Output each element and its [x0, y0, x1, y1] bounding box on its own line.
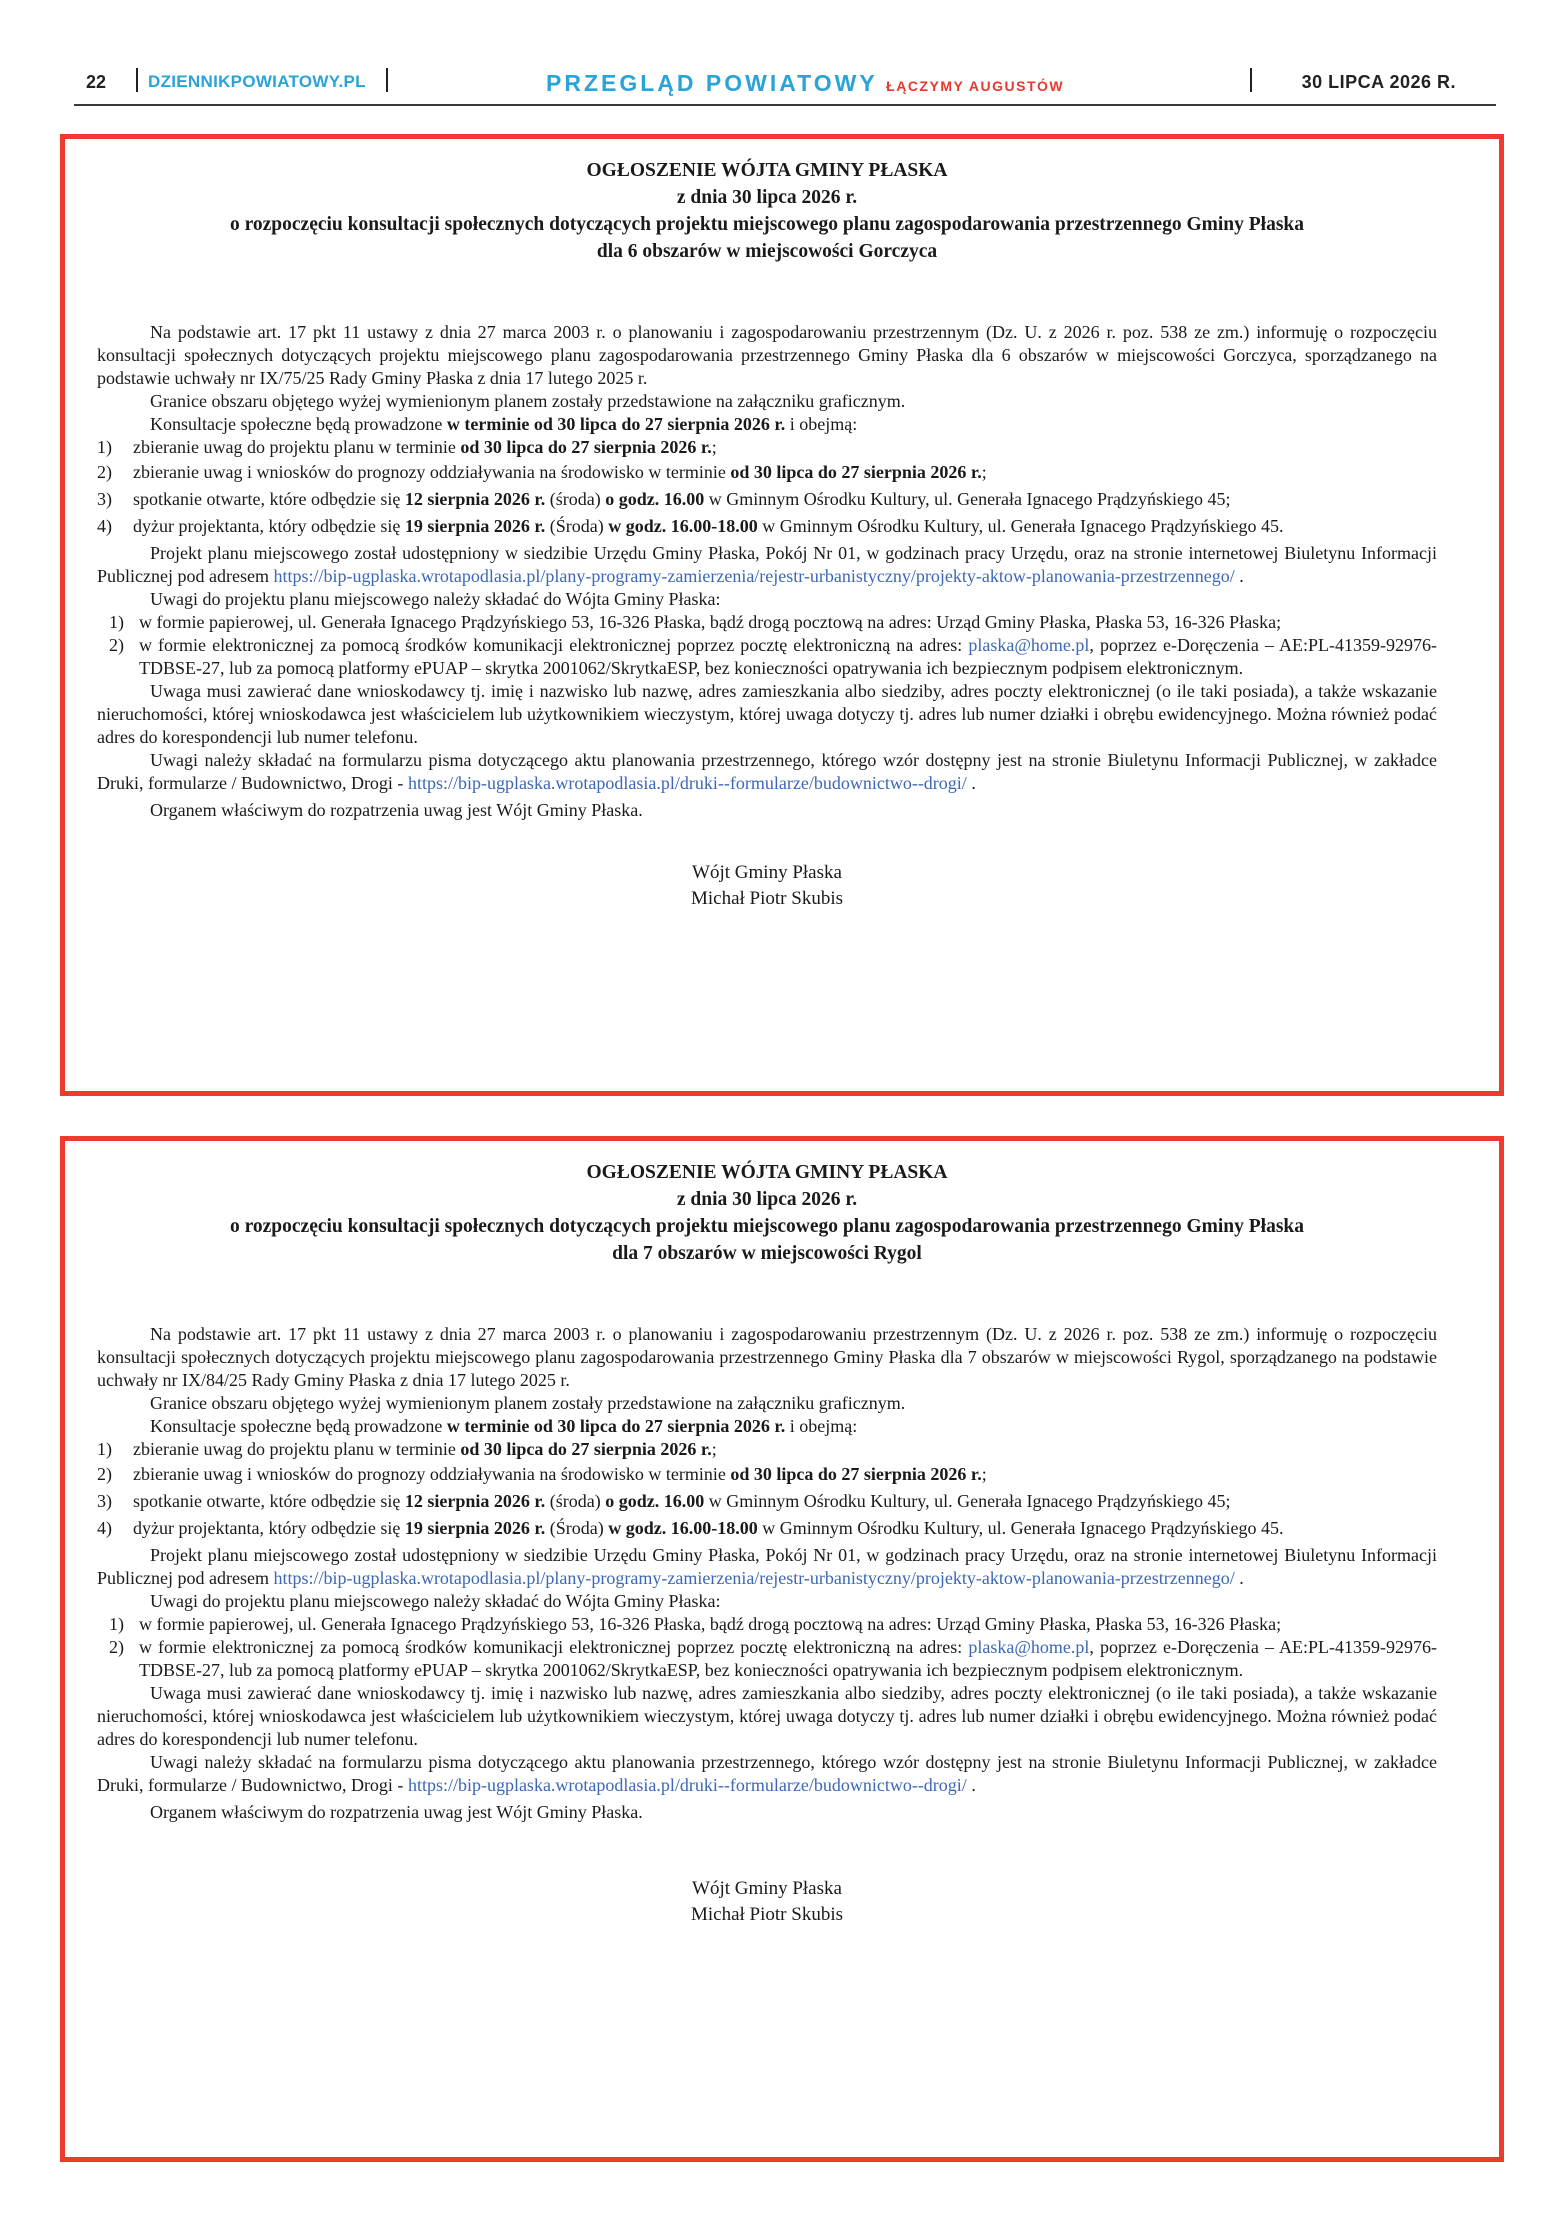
notice-heading — [97, 1159, 1437, 1267]
site-name[interactable]: DZIENNIKPOWIATOWY.PL — [148, 72, 366, 91]
list-item: 1) w formie papierowej, ul. Generała Ignacego Prądzyńskiego 53, 16-326 Płaska, bądź drogą pocztową na adres: Urząd Gminy Płaska, Płaska 53, 16-326 Płaska; — [109, 612, 1282, 632]
list-item: 2) w formie elektronicznej za pomocą środków komunikacji elektronicznej poprzez pocztę elektroniczną na adres: plaska@home.pl, poprzez e-Doręczenia – AE:PL-41359-92976-TDBSE-27, lub za pomocą platformy ePUAP – skrytka 2001062/SkrytkaESP, bez konieczności opatrywania ich bezpiecznym podpisem elektronicznym. — [109, 1637, 1437, 1680]
list-item: 1) w formie papierowej, ul. Generała Ignacego Prądzyńskiego 53, 16-326 Płaska, bądź drogą pocztową na adres: Urząd Gminy Płaska, Płaska 53, 16-326 Płaska; — [109, 1614, 1282, 1634]
email-link[interactable]: plaska@home.pl — [968, 635, 1090, 655]
masthead — [74, 66, 1496, 106]
signature-role: Wójt Gminy Płaska — [692, 862, 842, 883]
list-item: 2) w formie elektronicznej za pomocą środków komunikacji elektronicznej poprzez pocztę elektroniczną na adres: plaska@home.pl, poprzez e-Doręczenia – AE:PL-41359-92976-TDBSE-27, lub za pomocą platformy ePUAP – skrytka 2001062/SkrytkaESP, bez konieczności opatrywania ich bezpiecznym podpisem elektronicznym. — [109, 635, 1437, 678]
list-item: 1) zbieranie uwag do projektu planu w terminie od 30 lipca do 27 sierpnia 2026 r.; — [97, 1439, 717, 1459]
remarks-intro: Uwagi do projektu planu miejscowego należy składać do Wójta Gminy Płaska: — [150, 1591, 721, 1611]
notice-date: z dnia 30 lipca 2026 r. — [676, 187, 858, 208]
notice-body — [97, 1323, 1437, 1824]
boundaries-paragraph: Granice obszaru objętego wyżej wymienionym planem zostały przedstawione na załączniku graficznym. — [150, 391, 906, 411]
signature — [97, 860, 1437, 912]
list-item: 2) zbieranie uwag i wniosków do prognozy oddziaływania na środowisko w terminie od 30 lipca do 27 sierpnia 2026 r.; — [97, 1464, 987, 1484]
notice-gorczyca — [60, 134, 1504, 1096]
project-link[interactable]: https://bip-ugplaska.wrotapodlasia.pl/plany-programy-zamierzenia/rejestr-urbanistyczny/projekty-aktow-planowania-przestrzennego/ — [273, 1568, 1235, 1588]
signature-name: Michał Piotr Skubis — [690, 888, 843, 909]
divider — [386, 68, 388, 92]
signature-name: Michał Piotr Skubis — [690, 1904, 843, 1925]
notice-heading — [97, 157, 1437, 265]
authority-paragraph: Organem właściwym do rozpatrzenia uwag jest Wójt Gminy Płaska. — [150, 1802, 643, 1822]
form-link[interactable]: https://bip-ugplaska.wrotapodlasia.pl/druki--formularze/budownictwo--drogi/ — [407, 1775, 967, 1795]
boundaries-paragraph: Granice obszaru objętego wyżej wymienionym planem zostały przedstawione na załączniku graficznym. — [150, 1393, 906, 1413]
list-item: 1) zbieranie uwag do projektu planu w terminie od 30 lipca do 27 sierpnia 2026 r.; — [97, 437, 717, 457]
notice-subject: o rozpoczęciu konsultacji społecznych dotyczących projektu miejscowego planu zagospodarowania przestrzennego Gminy Płaska — [229, 1216, 1305, 1237]
notice-title: OGŁOSZENIE WÓJTA GMINY PŁASKA — [586, 160, 948, 181]
email-link[interactable]: plaska@home.pl — [968, 1637, 1090, 1657]
notice-scope: dla 7 obszarów w miejscowości Rygol — [612, 1243, 922, 1264]
publication-title: PRZEGLĄD POWIATOWY — [546, 70, 878, 96]
authority-paragraph: Organem właściwym do rozpatrzenia uwag jest Wójt Gminy Płaska. — [150, 800, 643, 820]
content-requirements: Uwaga musi zawierać dane wnioskodawcy tj. imię i nazwisko lub nazwę, adres zamieszkania albo siedziby, adres poczty elektronicznej (o ile taki posiada), a także wskazanie nieruchomości, której wnioskodawca jest właścicielem lub użytkownikiem wieczystym, której uwaga dotyczy tj. adres lub numer działki i obrębu ewidencyjnego. Można również podać adres do korespondencji lub numer telefonu. — [97, 681, 1437, 747]
signature — [97, 1876, 1437, 1928]
form-paragraph: Uwagi należy składać na formularzu pisma dotyczącego aktu planowania przestrzennego, którego wzór dostępny jest na stronie Biuletynu Informacji Publicznej, w zakładce Druki, formularze / Budownictwo, Drogi - https://bip-ugplaska.wrotapodlasia.pl/druki--formularze/budownictwo--drogi/ . — [97, 750, 1437, 793]
list-item: 4) dyżur projektanta, który odbędzie się 19 sierpnia 2026 r. (Środa) w godz. 16.00-18.00 w Gminnym Ośrodku Kultury, ul. Generała Ignacego Prądzyńskiego 45. — [97, 1518, 1284, 1538]
project-link[interactable]: https://bip-ugplaska.wrotapodlasia.pl/plany-programy-zamierzenia/rejestr-urbanistyczny/projekty-aktow-planowania-przestrzennego/ — [273, 566, 1235, 586]
project-paragraph: Projekt planu miejscowego został udostępniony w siedzibie Urzędu Gminy Płaska, Pokój Nr 01, w godzinach pracy Urzędu, oraz na stronie internetowej Biuletynu Informacji Publicznej pod adresem https://bip-ugplaska.wrotapodlasia.pl/plany-programy-zamierzenia/rejestr-urbanistyczny/projekty-aktow-planowania-przestrzennego/ . — [97, 1545, 1437, 1588]
publication-slogan: ŁĄCZYMY AUGUSTÓW — [886, 78, 1065, 94]
page-number: 22 — [86, 72, 107, 92]
intro-paragraph: Na podstawie art. 17 pkt 11 ustawy z dnia 27 marca 2003 r. o planowaniu i zagospodarowaniu przestrzennym (Dz. U. z 2026 r. poz. 538 ze zm.) informuję o rozpoczęciu konsultacji społecznych dotyczących projektu miejscowego planu zagospodarowania przestrzennego Gminy Płaska dla 7 obszarów w miejscowości Rygol, sporządzanego na podstawie uchwały nr IX/84/25 Rady Gminy Płaska z dnia 17 lutego 2025 r. — [97, 1324, 1437, 1390]
form-link[interactable]: https://bip-ugplaska.wrotapodlasia.pl/druki--formularze/budownictwo--drogi/ — [407, 773, 967, 793]
notice-title: OGŁOSZENIE WÓJTA GMINY PŁASKA — [586, 1162, 948, 1183]
list-item: 3) spotkanie otwarte, które odbędzie się 12 sierpnia 2026 r. (środa) o godz. 16.00 w Gminnym Ośrodku Kultury, ul. Generała Ignacego Prądzyńskiego 45; — [97, 1491, 1231, 1511]
consultation-paragraph: Konsultacje społeczne będą prowadzone w terminie od 30 lipca do 27 sierpnia 2026 r. i obejmą: — [150, 414, 858, 434]
project-paragraph: Projekt planu miejscowego został udostępniony w siedzibie Urzędu Gminy Płaska, Pokój Nr 01, w godzinach pracy Urzędu, oraz na stronie internetowej Biuletynu Informacji Publicznej pod adresem https://bip-ugplaska.wrotapodlasia.pl/plany-programy-zamierzenia/rejestr-urbanistyczny/projekty-aktow-planowania-przestrzennego/ . — [97, 543, 1437, 586]
issue-date: 30 LIPCA 2026 R. — [1301, 72, 1456, 92]
list-item: 4) dyżur projektanta, który odbędzie się 19 sierpnia 2026 r. (Środa) w godz. 16.00-18.00 w Gminnym Ośrodku Kultury, ul. Generała Ignacego Prądzyńskiego 45. — [97, 516, 1284, 536]
consultation-paragraph: Konsultacje społeczne będą prowadzone w terminie od 30 lipca do 27 sierpnia 2026 r. i obejmą: — [150, 1416, 858, 1436]
notice-subject: o rozpoczęciu konsultacji społecznych dotyczących projektu miejscowego planu zagospodarowania przestrzennego Gminy Płaska — [229, 214, 1305, 235]
list-item: 2) zbieranie uwag i wniosków do prognozy oddziaływania na środowisko w terminie od 30 lipca do 27 sierpnia 2026 r.; — [97, 462, 987, 482]
notice-body — [97, 321, 1437, 822]
form-paragraph: Uwagi należy składać na formularzu pisma dotyczącego aktu planowania przestrzennego, którego wzór dostępny jest na stronie Biuletynu Informacji Publicznej, w zakładce Druki, formularze / Budownictwo, Drogi - https://bip-ugplaska.wrotapodlasia.pl/druki--formularze/budownictwo--drogi/ . — [97, 1752, 1437, 1795]
notice-scope: dla 6 obszarów w miejscowości Gorczyca — [596, 241, 938, 262]
intro-paragraph: Na podstawie art. 17 pkt 11 ustawy z dnia 27 marca 2003 r. o planowaniu i zagospodarowaniu przestrzennym (Dz. U. z 2026 r. poz. 538 ze zm.) informuję o rozpoczęciu konsultacji społecznych dotyczących projektu miejscowego planu zagospodarowania przestrzennego Gminy Płaska dla 6 obszarów w miejscowości Gorczyca, sporządzanego na podstawie uchwały nr IX/75/25 Rady Gminy Płaska z dnia 17 lutego 2025 r. — [97, 322, 1437, 388]
publication-brand — [546, 70, 1064, 97]
list-item: 3) spotkanie otwarte, które odbędzie się 12 sierpnia 2026 r. (środa) o godz. 16.00 w Gminnym Ośrodku Kultury, ul. Generała Ignacego Prądzyńskiego 45; — [97, 489, 1231, 509]
content-requirements: Uwaga musi zawierać dane wnioskodawcy tj. imię i nazwisko lub nazwę, adres zamieszkania albo siedziby, adres poczty elektronicznej (o ile taki posiada), a także wskazanie nieruchomości, której wnioskodawca jest właścicielem lub użytkownikiem wieczystym, której uwaga dotyczy tj. adres lub numer działki i obrębu ewidencyjnego. Można również podać adres do korespondencji lub numer telefonu. — [97, 1683, 1437, 1749]
notice-date: z dnia 30 lipca 2026 r. — [676, 1189, 858, 1210]
signature-role: Wójt Gminy Płaska — [692, 1878, 842, 1899]
divider — [136, 68, 138, 92]
divider — [1250, 68, 1252, 92]
remarks-intro: Uwagi do projektu planu miejscowego należy składać do Wójta Gminy Płaska: — [150, 589, 721, 609]
notice-rygol — [60, 1136, 1504, 2162]
